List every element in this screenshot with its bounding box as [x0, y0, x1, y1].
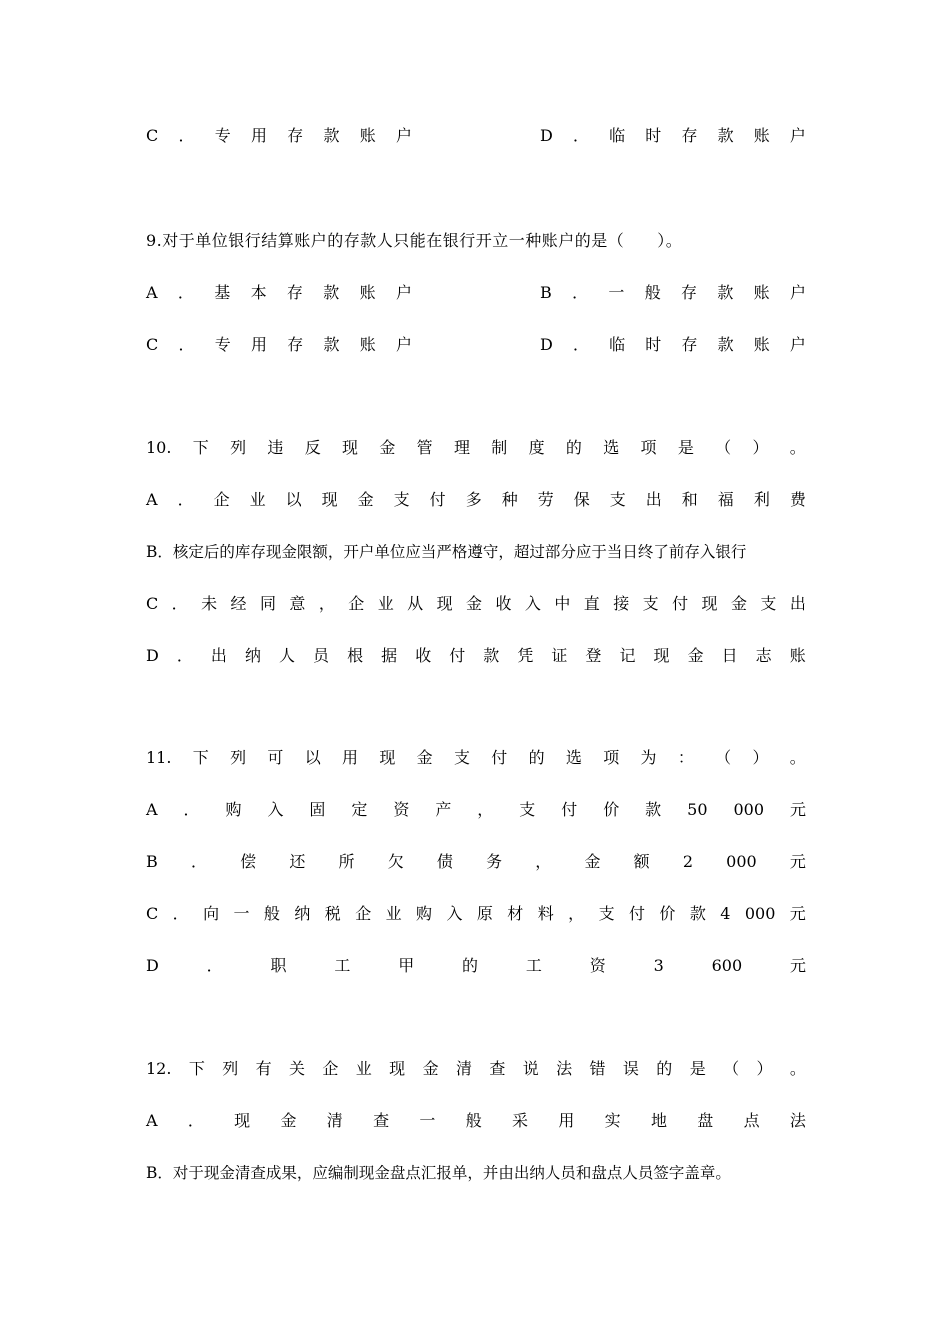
q10-option-b: B．核定后的库存现金限额，开户单位应当严格遵守，超过部分应于当日终了前存入银行	[146, 543, 747, 561]
text-token: 户	[789, 126, 806, 145]
text-token: 点	[743, 1111, 760, 1130]
text-token: 支	[760, 594, 777, 613]
text-token: ．	[190, 852, 207, 871]
text-token: ．	[572, 126, 589, 145]
text-token: 违	[267, 438, 284, 457]
text-token: 金	[730, 594, 747, 613]
text-token: 出	[645, 490, 662, 509]
text-token: 从	[407, 594, 424, 613]
text-token: 金	[357, 490, 374, 509]
text-token: C	[146, 126, 159, 145]
text-token: B	[146, 852, 158, 871]
text-token: 。	[789, 1059, 806, 1078]
text-token: 项	[640, 438, 657, 457]
text-token: 固	[309, 800, 326, 819]
text-token: 付	[429, 490, 446, 509]
text-token: 法	[556, 1059, 573, 1078]
text-token: 一	[419, 1111, 436, 1130]
text-token: （	[715, 748, 732, 767]
text-token: 纳	[244, 646, 261, 665]
text-token: 工	[525, 956, 542, 975]
text-token: 元	[789, 852, 806, 871]
q10-stem	[146, 436, 806, 460]
text-token: 现	[321, 490, 338, 509]
text-token: 额	[633, 852, 650, 871]
text-token: ．	[183, 800, 200, 819]
text-token: 般	[644, 283, 661, 302]
text-token: 现	[653, 646, 670, 665]
text-token: 存	[286, 283, 303, 302]
text-token: 账	[789, 646, 806, 665]
text-token: 员	[313, 646, 330, 665]
q12-option-b: B．对于现金清查成果，应编制现金盘点汇报单，并由出纳人员和盘点人员签字盖章。	[146, 1164, 731, 1182]
text-token: （	[723, 1059, 740, 1078]
text-token: ）	[756, 1059, 773, 1078]
text-token: 户	[789, 335, 806, 354]
text-token: 误	[622, 1059, 639, 1078]
text-token: 企	[348, 594, 365, 613]
text-token: 户	[395, 335, 412, 354]
text-token: 还	[289, 852, 306, 871]
text-token: 定	[351, 800, 368, 819]
text-token: 纳	[294, 904, 311, 923]
text-token: 业	[249, 490, 266, 509]
text-token: 款	[323, 335, 340, 354]
text-token: 金	[416, 748, 433, 767]
text-token: ，	[477, 800, 494, 819]
text-token: 的	[565, 438, 582, 457]
text-token: 支	[598, 904, 615, 923]
text-token: 实	[604, 1111, 621, 1130]
text-token: 多	[465, 490, 482, 509]
text-token: 企	[322, 1059, 339, 1078]
text-token: 款	[645, 800, 662, 819]
text-token: 现	[234, 1111, 251, 1130]
text-token: 业	[355, 1059, 372, 1078]
text-token: 专	[214, 126, 231, 145]
text-token: 原	[476, 904, 493, 923]
text-token: 管	[416, 438, 433, 457]
text-token: 现	[701, 594, 718, 613]
q11-option-c	[146, 902, 806, 926]
text-token: 支	[642, 594, 659, 613]
text-token: 款	[717, 126, 734, 145]
q9-option-c	[146, 333, 412, 357]
text-token: A	[146, 1111, 158, 1130]
text-token: 以	[304, 748, 321, 767]
text-token: 证	[551, 646, 568, 665]
text-token: 存	[681, 335, 698, 354]
text-token: ．	[572, 283, 589, 302]
text-token: 据	[381, 646, 398, 665]
text-token: 用	[250, 335, 267, 354]
text-token: 。	[789, 748, 806, 767]
text-token: 出	[789, 594, 806, 613]
q8-option-d	[540, 124, 806, 148]
text-token: 反	[304, 438, 321, 457]
text-token: 债	[436, 852, 453, 871]
text-token: 可	[267, 748, 284, 767]
text-token: 税	[324, 904, 341, 923]
text-token: 付	[449, 646, 466, 665]
text-token: ）	[752, 748, 769, 767]
text-token: C	[146, 594, 159, 613]
text-token: 项	[603, 748, 620, 767]
text-token: 账	[359, 126, 376, 145]
text-token: 企	[355, 904, 372, 923]
text-token: 劳	[537, 490, 554, 509]
text-token: 专	[214, 335, 231, 354]
text-token: 支	[393, 490, 410, 509]
text-token: 列	[230, 748, 247, 767]
text-token: 款	[717, 335, 734, 354]
text-token: 2	[682, 852, 693, 871]
text-token: 种	[501, 490, 518, 509]
text-token: ，	[318, 594, 335, 613]
q12-option-a	[146, 1109, 806, 1133]
text-token: ．	[187, 1111, 204, 1130]
text-token: 金	[280, 1111, 297, 1130]
text-token: 时	[645, 335, 662, 354]
text-token: 查	[489, 1059, 506, 1078]
text-token: 户	[789, 283, 806, 302]
text-token: 企	[213, 490, 230, 509]
text-token: 元	[789, 904, 806, 923]
text-token: 款	[323, 126, 340, 145]
text-token: 地	[650, 1111, 667, 1130]
text-token: 是	[677, 438, 694, 457]
text-token: 采	[512, 1111, 529, 1130]
text-token: 清	[455, 1059, 472, 1078]
text-token: ．	[178, 335, 195, 354]
text-token: 临	[609, 335, 626, 354]
text-token: 凭	[517, 646, 534, 665]
text-token: 10.	[146, 438, 172, 457]
text-token: ．	[176, 646, 193, 665]
text-token: 列	[222, 1059, 239, 1078]
text-token: 记	[619, 646, 636, 665]
text-token: ．	[171, 594, 188, 613]
q11-option-a	[146, 798, 806, 822]
text-token: 福	[717, 490, 734, 509]
text-token: 料	[537, 904, 554, 923]
text-token: 根	[347, 646, 364, 665]
text-token: ：	[677, 748, 694, 767]
text-token: 利	[753, 490, 770, 509]
text-token: ，	[568, 904, 585, 923]
text-token: 关	[289, 1059, 306, 1078]
text-token: 所	[338, 852, 355, 871]
text-token: 般	[465, 1111, 482, 1130]
text-token: 理	[453, 438, 470, 457]
text-token: 产	[435, 800, 452, 819]
text-token: 入	[524, 594, 541, 613]
text-token: D	[146, 646, 159, 665]
text-token: 错	[589, 1059, 606, 1078]
text-token: 同	[259, 594, 276, 613]
text-token: 选	[603, 438, 620, 457]
text-token: 存	[287, 126, 304, 145]
text-token: ．	[172, 904, 189, 923]
text-token: B	[540, 283, 552, 302]
text-token: ．	[206, 956, 223, 975]
text-token: 现	[379, 748, 396, 767]
text-token: 付	[561, 800, 578, 819]
text-token: 金	[687, 646, 704, 665]
text-token: C	[146, 904, 159, 923]
text-token: 向	[203, 904, 220, 923]
q11-stem	[146, 746, 806, 770]
text-token: 保	[573, 490, 590, 509]
text-token: 盘	[697, 1111, 714, 1130]
text-token: 列	[230, 438, 247, 457]
text-token: 000	[726, 852, 757, 871]
q9-option-a	[146, 281, 412, 305]
text-token: 的	[656, 1059, 673, 1078]
text-token: 12.	[146, 1059, 172, 1078]
text-token: ）	[752, 438, 769, 457]
text-token: 度	[528, 438, 545, 457]
text-token: 人	[279, 646, 296, 665]
text-token: 业	[385, 904, 402, 923]
text-token: 职	[270, 956, 287, 975]
text-token: 日	[721, 646, 738, 665]
text-token: 说	[522, 1059, 539, 1078]
text-token: 制	[491, 438, 508, 457]
text-token: ．	[177, 490, 194, 509]
text-token: 直	[583, 594, 600, 613]
text-token: 户	[395, 283, 412, 302]
text-token: 工	[334, 956, 351, 975]
text-token: 选	[565, 748, 582, 767]
text-token: 法	[789, 1111, 806, 1130]
text-token: 金	[379, 438, 396, 457]
text-token: 一	[233, 904, 250, 923]
text-token: 清	[326, 1111, 343, 1130]
q8-option-c	[146, 124, 412, 148]
text-token: D	[540, 335, 553, 354]
q9-option-d	[540, 333, 806, 357]
text-token: 。	[789, 438, 806, 457]
text-token: 存	[681, 283, 698, 302]
text-token: 一	[608, 283, 625, 302]
text-token: 用	[250, 126, 267, 145]
text-token: 志	[755, 646, 772, 665]
text-token: 以	[285, 490, 302, 509]
text-token: 支	[519, 800, 536, 819]
text-token: 下	[188, 1059, 205, 1078]
text-token: 支	[453, 748, 470, 767]
text-token: 是	[689, 1059, 706, 1078]
text-token: ．	[178, 126, 195, 145]
text-token: 款	[689, 904, 706, 923]
text-token: 下	[192, 748, 209, 767]
text-token: 款	[483, 646, 500, 665]
text-token: 用	[342, 748, 359, 767]
text-token: 支	[609, 490, 626, 509]
q10-option-c	[146, 592, 806, 616]
q11-option-b	[146, 850, 806, 874]
text-token: 款	[717, 283, 734, 302]
text-token: 和	[681, 490, 698, 509]
text-token: 费	[789, 490, 806, 509]
q12-stem	[146, 1057, 806, 1081]
text-token: 收	[495, 594, 512, 613]
text-token: ．	[177, 283, 194, 302]
text-token: 入	[446, 904, 463, 923]
text-token: 出	[210, 646, 227, 665]
text-token: 中	[554, 594, 571, 613]
text-token: 购	[225, 800, 242, 819]
text-token: 11.	[146, 748, 172, 767]
text-token: 为	[640, 748, 657, 767]
text-token: ．	[572, 335, 589, 354]
text-token: 临	[609, 126, 626, 145]
text-token: 账	[753, 126, 770, 145]
text-token: 现	[389, 1059, 406, 1078]
text-token: 户	[395, 126, 412, 145]
text-token: 接	[613, 594, 630, 613]
text-token: 未	[201, 594, 218, 613]
text-token: 3	[653, 956, 664, 975]
text-token: 查	[373, 1111, 390, 1130]
text-token: 金	[466, 594, 483, 613]
text-token: 资	[393, 800, 410, 819]
text-token: 元	[789, 800, 806, 819]
text-token: 的	[528, 748, 545, 767]
text-token: 经	[230, 594, 247, 613]
text-token: 000	[744, 904, 776, 923]
q11-option-d	[146, 954, 806, 978]
text-token: 金	[584, 852, 601, 871]
text-token: 偿	[240, 852, 257, 871]
text-token: 现	[342, 438, 359, 457]
text-token: 付	[491, 748, 508, 767]
q10-option-a	[146, 488, 806, 512]
text-token: D	[146, 956, 159, 975]
text-token: 本	[250, 283, 267, 302]
text-token: ，	[535, 852, 552, 871]
text-token: 付	[628, 904, 645, 923]
text-token: A	[146, 800, 158, 819]
text-token: 用	[558, 1111, 575, 1130]
text-token: 4	[720, 904, 731, 923]
text-token: 价	[659, 904, 676, 923]
text-token: 元	[789, 956, 806, 975]
text-token: 账	[753, 283, 770, 302]
text-token: 金	[422, 1059, 439, 1078]
text-token: 现	[436, 594, 453, 613]
text-token: 有	[255, 1059, 272, 1078]
text-token: C	[146, 335, 159, 354]
text-token: 欠	[387, 852, 404, 871]
text-token: 购	[416, 904, 433, 923]
text-token: 时	[645, 126, 662, 145]
text-token: 意	[289, 594, 306, 613]
q9-stem: 9.对于单位银行结算账户的存款人只能在银行开立一种账户的是（ ）。	[146, 231, 683, 250]
text-token: 账	[753, 335, 770, 354]
text-token: 存	[287, 335, 304, 354]
text-token: 款	[323, 283, 340, 302]
text-token: （	[715, 438, 732, 457]
text-token: 登	[585, 646, 602, 665]
text-token: 50	[687, 800, 708, 819]
text-token: 般	[263, 904, 280, 923]
text-token: 入	[267, 800, 284, 819]
text-token: 账	[359, 335, 376, 354]
text-token: A	[146, 490, 158, 509]
text-token: 材	[507, 904, 524, 923]
q10-option-d	[146, 644, 806, 668]
text-token: 务	[486, 852, 503, 871]
text-token: 账	[359, 283, 376, 302]
text-token: 600	[711, 956, 743, 975]
text-token: 资	[589, 956, 606, 975]
text-token: 下	[192, 438, 209, 457]
text-token: 付	[672, 594, 689, 613]
text-token: 的	[462, 956, 479, 975]
text-token: 甲	[398, 956, 415, 975]
text-token: D	[540, 126, 553, 145]
q9-option-b	[540, 281, 806, 305]
text-token: 存	[681, 126, 698, 145]
text-token: 000	[733, 800, 764, 819]
text-token: 业	[377, 594, 394, 613]
text-token: 基	[214, 283, 231, 302]
text-token: 收	[415, 646, 432, 665]
text-token: 价	[603, 800, 620, 819]
text-token: A	[146, 283, 158, 302]
